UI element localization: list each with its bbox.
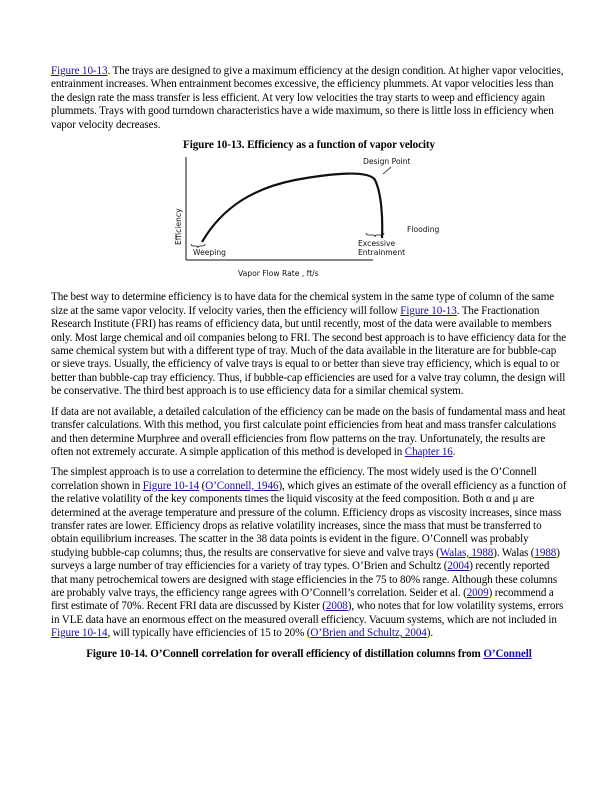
obrien-schultz-2004-link[interactable]: O’Brien and Schultz, 2004 (310, 627, 427, 640)
x-axis-label: Vapor Flow Rate , ft/s (238, 269, 319, 279)
figure-10-13-link[interactable]: Figure 10-13 (400, 304, 457, 317)
figure-10-14-link[interactable]: Figure 10-14 (142, 479, 200, 492)
excessive-label-line2: Entrainment (358, 248, 406, 258)
figure-10-14-caption: Figure 10-14. O’Connell correlation for overall efficiency of distillation columns from O’Connell (86, 647, 532, 660)
excessive-label-line1: Excessive (358, 239, 396, 249)
obrien-2004-link[interactable]: 2004 (447, 560, 470, 573)
paragraph-detailed-calculation: If data are not available, a detailed calculation of the efficiency can be made on the basis of fundamental mass and heat transfer calculations. With this method, you first calculate point efficiencies from heat and mass transfer calculations and then determine Murphree and overall efficiencies from flow patterns on the tray. Unfortunately, the results are often not extremely accurate. A simple application of this method is developed in Chapter 16. (51, 405, 566, 458)
figure-10-14-link[interactable]: Figure 10-14 (51, 627, 108, 640)
figure-10-13-efficiency-plot (173, 156, 440, 286)
y-axis-label: Efficiency (174, 208, 183, 246)
figure-10-13-link[interactable]: Figure 10-13 (51, 65, 108, 77)
efficiency-curve (202, 174, 382, 242)
efficiency-curve-svg (173, 156, 440, 286)
paragraph-best-way: The best way to determine efficiency is to have data for the chemical system in the same type of column of the same size at the same vapor velocity. If velocity varies, then the efficiency will follow Figure 10-13. The Fractionation Research Institute (FRI) has reams of efficiency data, but until recently, most of the data were available to members only. Most large chemical and oil companies belong to FRI. The second best approach is to have efficiency data for the same chemical system but with a different type of tray. Much of the data available in the literature are for bubble-cap or sieve trays. Usually, the efficiency of valve trays is equal to or better than sieve tray efficiency, which is equal to or better than bubble-cap tray efficiency. Thus, if bubble-cap efficiencies are used for a valve tray column, the design will be conservative. The third best approach is to use efficiency data for a similar chemical system. (51, 291, 567, 398)
oconnell-1946-link[interactable]: O’Connell, 1946 (205, 479, 279, 492)
oconnell-caption-link[interactable]: O’Connell (483, 647, 532, 660)
document-page (51, 65, 567, 665)
walas-1988-link[interactable]: Walas, 1988 (439, 546, 494, 559)
kister-2008-link[interactable]: 2008 (325, 600, 348, 613)
chapter-16-link[interactable]: Chapter 16 (404, 445, 453, 458)
figure-10-13-caption: Figure 10-13. Efficiency as a function of vapor velocity (183, 139, 435, 152)
design-point-marker (383, 167, 391, 174)
flooding-label: Flooding (407, 225, 440, 235)
paragraph-oconnell-correlation: The simplest approach is to use a correlation to determine the efficiency. The most widely used is the O’Connell correlation shown in Figure 10-14 (O’Connell, 1946), which gives an estimate of the overall efficiency as a function of the relative volatility of the key components times the liquid viscosity at the feed composition. Both α and μ are determined at the average temperature and pressure of the column. Efficiency drops as viscosity increases, since mass transfer rates are lower. Efficiency drops as relative volatility increases, since the mass that must be transferred to obtain equilibrium increases. The scatter in the 38 data points is evident in the figure. O’Connell was probably studying bubble-cap columns; thus, the results are conservative for sieve and valve trays (Walas, 1988). Walas (1988) surveys a large number of tray efficiencies for a variety of tray types. O’Brien and Schultz (2004) recently reported that many petrochemical towers are designed with stage efficiencies in the 75 to 80% range. Although these columns are probably valve trays, the efficiency range agrees with O’Connell’s correlation. Seider et al. (2009) recommend a first estimate of 70%. Recent FRI data are discussed by Kister (2008), who notes that for low volatility systems, errors in VLE data have an enormous effect on the measured overall efficiency. Vacuum systems, which are not included in Figure 10-14, will typically have efficiencies of 15 to 20% (O’Brien and Schultz, 2004). (51, 466, 567, 640)
seider-2009-link[interactable]: 2009 (466, 586, 489, 599)
paragraph-text: . The trays are designed to give a maximum efficiency at the design condition. At higher vapor velocities, entrainment increases. When entrainment becomes excessive, the efficiency plummets. At vapor velocities less than the design rate the mass transfer is less efficient. At very low velocities the tray starts to weep and efficiency again plummets. Trays with good turndown characteristics have a wide maximum, so there is little loss in efficiency when vapor velocity decreases. (51, 65, 564, 131)
weeping-label: Weeping (193, 248, 226, 258)
design-point-label: Design Point (363, 157, 411, 167)
walas-year-link[interactable]: 1988 (534, 546, 557, 559)
paragraph-tray-design (51, 65, 567, 132)
